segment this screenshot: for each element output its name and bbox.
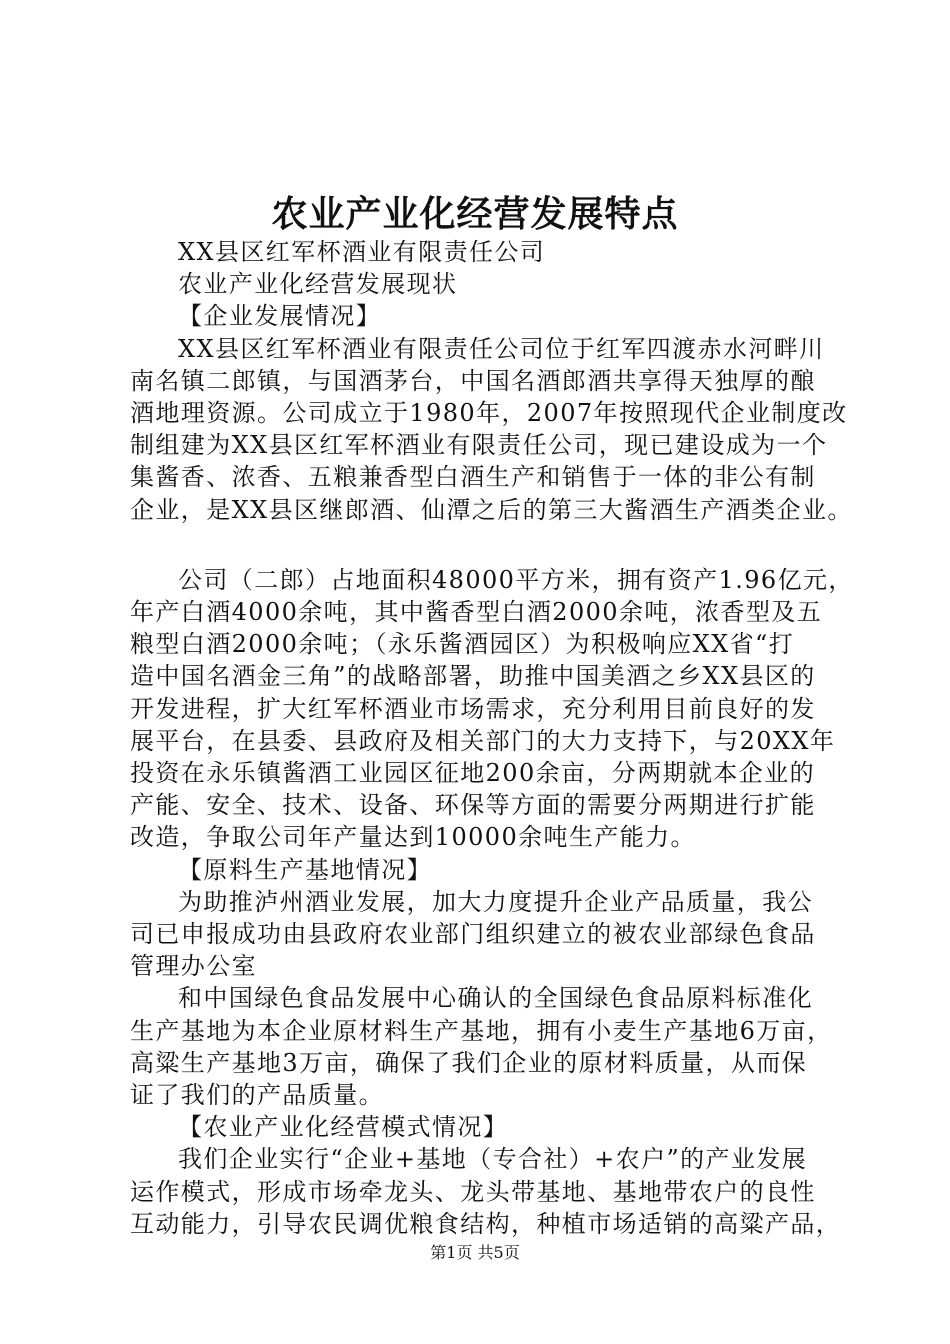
text-line: 公司（二郎）占地面积48000平方米，拥有资产1.96亿元， xyxy=(178,565,854,594)
text-line: 管理办公室 xyxy=(130,952,257,981)
section-heading-raw-materials: 【原料生产基地情况】 xyxy=(178,855,432,884)
paragraph-gap xyxy=(130,526,842,564)
text-line: XX县区红军杯酒业有限责任公司位于红军四渡赤水河畔川 xyxy=(178,334,825,363)
section-heading-enterprise: 【企业发展情况】 xyxy=(178,302,382,331)
paragraph-company-assets xyxy=(130,564,854,854)
paragraph-raw-materials-1 xyxy=(130,886,842,983)
text-line: 粮型白酒2000余吨；（永乐酱酒园区）为积极响应XX省“打 xyxy=(130,630,795,659)
text-line: 产能、安全、技术、设备、环保等方面的需要分两期进行扩能 xyxy=(130,791,816,820)
paragraph-business-model xyxy=(130,1143,842,1240)
page-number: 第1页 共5页 xyxy=(430,1243,520,1262)
text-line: 企业，是XX县区继郎酒、仙潭之后的第三大酱酒生产酒类企业。 xyxy=(130,495,853,524)
text-line: 改造，争取公司年产量达到10000余吨生产能力。 xyxy=(130,823,696,852)
text-line: 投资在永乐镇酱酒工业园区征地200余亩，分两期就本企业的 xyxy=(130,759,816,788)
text-line: 运作模式，形成市场牵龙头、龙头带基地、基地带农户的良性 xyxy=(130,1177,816,1206)
text-line: 高粱生产基地3万亩，确保了我们企业的原材料质量，从而保 xyxy=(130,1048,808,1077)
text-line: 制组建为XX县区红军杯酒业有限责任公司，现已建设成为一个 xyxy=(130,431,828,460)
page-footer xyxy=(0,1240,950,1263)
text-line: 集酱香、浓香、五粮兼香型白酒生产和销售于一体的非公有制 xyxy=(130,463,816,492)
text-line: 年产白酒4000余吨，其中酱香型白酒2000余吨，浓香型及五 xyxy=(130,598,823,627)
text-line: 生产基地为本企业原材料生产基地，拥有小麦生产基地6万亩， xyxy=(130,1016,833,1045)
paragraph-enterprise-overview xyxy=(130,333,853,526)
text-line: 证了我们的产品质量。 xyxy=(130,1081,384,1110)
text-line: 造中国名酒金三角”的战略部署，助推中国美酒之乡XX县区的 xyxy=(130,662,816,691)
text-line: 我们企业实行“企业+基地（专合社）+农户”的产业发展 xyxy=(178,1145,808,1174)
section-heading-business-model: 【农业产业化经营模式情况】 xyxy=(178,1113,509,1142)
text-line: 司已申报成功由县政府农业部门组织建立的被农业部绿色食品 xyxy=(130,920,816,949)
text-line: 展平台，在县委、县政府及相关部门的大力支持下，与20XX年 xyxy=(130,726,836,755)
document-body xyxy=(130,236,854,1240)
page-title: 农业产业化经营发展特点 xyxy=(271,193,679,235)
text-line: 为助推泸州酒业发展，加大力度提升企业产品质量，我公 xyxy=(178,887,813,916)
text-line: 酒地理资源。公司成立于1980年，2007年按照现代企业制度改 xyxy=(130,399,848,428)
paragraph-raw-materials-2 xyxy=(130,982,842,1111)
text-line: 南名镇二郎镇，与国酒茅台，中国名酒郎酒共享得天独厚的酿 xyxy=(130,366,816,395)
company-name-line: XX县区红军杯酒业有限责任公司 xyxy=(178,238,546,266)
subtitle-line: 农业产业化经营发展现状 xyxy=(178,270,458,299)
text-line: 互动能力，引导农民调优粮食结构，种植市场适销的高粱产品， xyxy=(130,1209,842,1238)
text-line: 开发进程，扩大红军杯酒业市场需求，充分利用目前良好的发 xyxy=(130,694,816,723)
text-line: 和中国绿色食品发展中心确认的全国绿色食品原料标准化 xyxy=(178,984,813,1013)
